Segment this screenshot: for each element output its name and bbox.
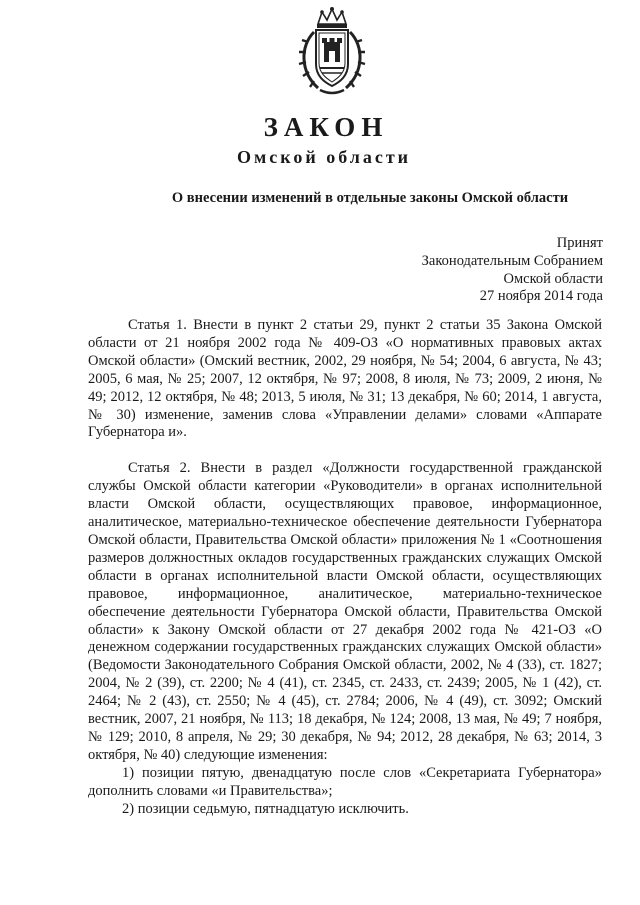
adoption-block [422,235,603,306]
law-body [88,317,602,818]
article-2: Статья 2. Внести в раздел «Должности государственной гражданской службы Омской области категории «Руководители» в органах исполнительной власти Омской области, осуществляющих правовое, информационное, аналитическое, материально-техническое обеспечение деятельности Губернатора Омской области, Правительства Омской области» приложения № 1 «Соотношения размеров должностных окладов государственных гражданских служащих Омской области в органах исполнительной власти Омской области, осуществляющих правовое, информационное, аналитическое, материально-техническое обеспечение деятельности Губернатора Омской области, Правительства Омской области» к Закону Омской области от 27 декабря 2002 года № 421-ОЗ «О денежном содержании государственных гражданских служащих Омской области» (Ведомости Законодательного Собрания Омской области, 2002, № 4 (33), ст. 1827; 2004, № 2 (39), ст. 2200; № 4 (41), ст. 2345, ст. 2433, ст. 2439; 2005, № 1 (42), ст. 2464; № 2 (43), ст. 2550; № 4 (45), ст. 2784; 2006, № 4 (49), ст. 3092; Омский вестник, 2007, 21 ноября, № 113; 18 декабря, № 124; 2008, 13 мая, № 49; 7 ноября, № 129; 2010, 8 апреля, № 29; 30 декабря, № 94; 2012, 28 декабря, № 63; 2014, 3 октября, № 40) следующие изменения: [88,460,602,763]
adoption-line: Законодательным Собранием [421,252,603,269]
adoption-line: Омской области [503,270,603,287]
adoption-line: Принят [556,235,603,251]
law-title: ЗАКОН [263,112,389,142]
adoption-date: 27 ноября 2014 года [479,288,603,305]
law-heading: О внесении изменений в отдельные законы Омской области [171,190,569,206]
coat-of-arms-icon [296,6,368,98]
article-2-item-1: 1) позиции пятую, двенадцатую после слов «Секретариата Губернатора» дополнить словами «и Правительства»; [88,764,602,799]
article-1: Статья 1. Внести в пункт 2 статьи 29, пункт 2 статьи 35 Закона Омской области от 21 ноября 2002 года № 409-ОЗ «О нормативных правовых актах Омской области» (Омский вестник, 2002, 29 ноября, № 54; 2004, 6 августа, № 43; 2005, 6 мая, № 25; 2007, 12 октября, № 97; 2008, 8 июля, № 73; 2009, 2 июня, № 49; 2012, 12 октября, № 48; 2013, 5 июля, № 31; 13 декабря, № 60; 2014, 1 августа, № 30) изменение, заменив слова «Управлении делами» словами «Аппарате Губернатора и». [88,317,602,441]
article-2-item-2: 2) позиции седьмую, пятнадцатую исключить. [122,800,409,817]
law-region: Омской области [236,147,412,167]
